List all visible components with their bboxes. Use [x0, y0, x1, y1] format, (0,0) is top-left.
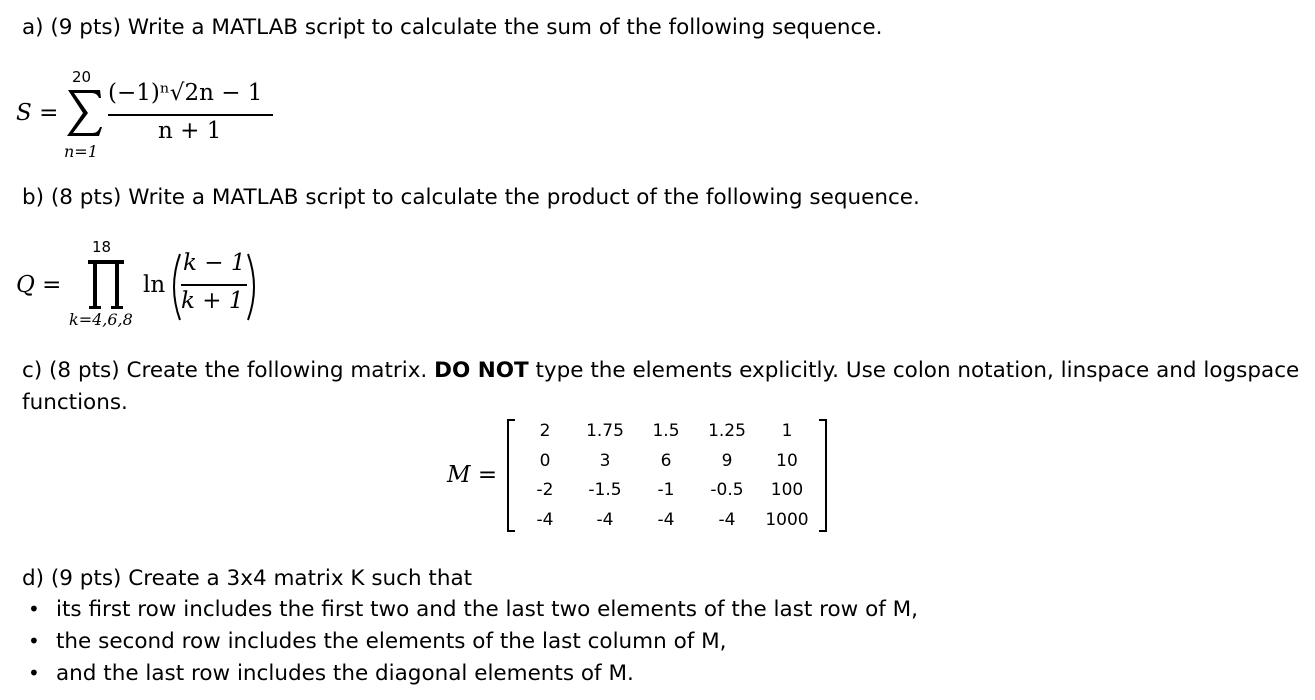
product-numerator: k − 1 — [183, 250, 246, 276]
do-not-emphasis: DO NOT — [434, 358, 529, 383]
part-b-question: b) (8 pts) Write a MATLAB script to calculate the product of the following sequence. — [22, 185, 920, 210]
bullet-3-dot: • — [28, 661, 40, 685]
matrix-cell: 9 — [721, 451, 733, 471]
matrix-cell: -4 — [657, 510, 675, 530]
bullet-1-dot: • — [28, 597, 40, 621]
matrix-cell: -2 — [536, 480, 554, 500]
matrix-cell: -0.5 — [710, 480, 744, 500]
part-d-question: d) (9 pts) Create a 3x4 matrix K such that — [22, 566, 473, 591]
sum-lower-limit: n=1 — [64, 142, 98, 161]
matrix-lhs: M = — [447, 462, 498, 488]
matrix-cell: 3 — [599, 451, 611, 471]
right-bracket — [816, 419, 830, 533]
product-fraction-bar — [181, 284, 247, 286]
matrix-cell: -4 — [718, 510, 736, 530]
matrix-cell: 1 — [781, 421, 793, 441]
matrix-cell: -1 — [657, 480, 675, 500]
bullet-2-text: the second row includes the elements of the last column of M, — [56, 629, 727, 654]
bullet-2-dot: • — [28, 629, 40, 653]
matrix-cell: 6 — [660, 451, 672, 471]
matrix-cell: 1000 — [765, 510, 809, 530]
ln-function: ln — [143, 272, 166, 298]
product-lhs: Q = — [16, 272, 62, 298]
sum-upper-limit: 20 — [72, 68, 92, 86]
matrix-cell: 2 — [539, 421, 551, 441]
sum-lhs: S = — [16, 100, 59, 126]
matrix-cell: 1.25 — [708, 421, 746, 441]
matrix-cell: -4 — [536, 510, 554, 530]
bullet-3-text: and the last row includes the diagonal elements of M. — [56, 661, 634, 686]
part-c-question: c) (8 pts) Create the following matrix. DO NOT type the elements explicitly. Use colon notation, linspace and logspace — [22, 358, 1300, 383]
matrix-cell: 1.5 — [652, 421, 680, 441]
matrix-cell: 10 — [776, 451, 798, 471]
product-lower-limit: k=4,6,8 — [69, 310, 133, 329]
matrix-cell: -1.5 — [588, 480, 622, 500]
matrix-cell: 1.75 — [586, 421, 624, 441]
bullet-1-text: its first row includes the first two and the last two elements of the last row of M, — [56, 597, 919, 622]
part-a-question: a) (9 pts) Write a MATLAB script to calculate the sum of the following sequence. — [22, 15, 883, 40]
matrix-cell: 100 — [770, 480, 804, 500]
product-denominator: k + 1 — [181, 288, 244, 314]
sum-numerator: (−1)ⁿ√2n − 1 — [108, 80, 263, 106]
matrix-cell: -4 — [596, 510, 614, 530]
sum-denominator: n + 1 — [158, 118, 222, 144]
pi-product-symbol — [86, 258, 126, 310]
sigma-symbol — [64, 88, 104, 138]
product-upper-limit: 18 — [92, 238, 112, 256]
left-paren — [166, 252, 182, 322]
sum-fraction-bar — [108, 114, 273, 116]
right-paren — [246, 252, 262, 322]
part-c-question-line2: functions. — [22, 390, 128, 415]
matrix-cell: 0 — [539, 451, 551, 471]
